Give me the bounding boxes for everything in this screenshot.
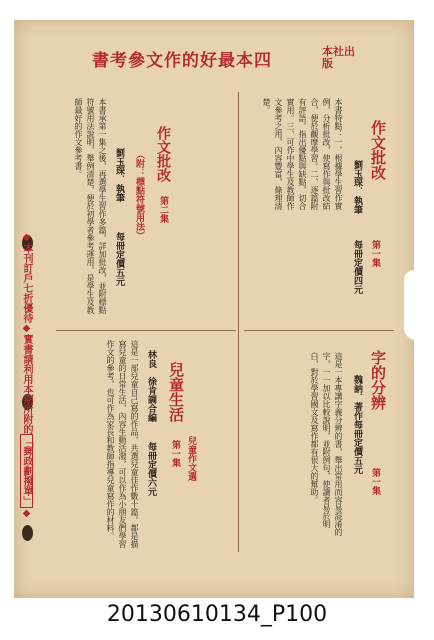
- book-author: 林良 徐肯調合編: [146, 350, 156, 422]
- promo-text: ◆本刊訂戶七折優待◆實書請利用本期所附的: [21, 232, 32, 434]
- book-author: 魏訥．著作: [352, 375, 362, 420]
- book-author: 劉玉琛．執筆: [114, 148, 124, 202]
- book-title: 作文批改: [155, 126, 171, 182]
- book-series: 第二集: [158, 196, 168, 223]
- book-description-cont: [180, 96, 232, 316]
- book-description: 這是一本專講字義分辨的書，舉出常用而容易混淆的字，一一加以比較說明，並附例句，使讀者易於明白，對於學習國文及寫作都有很大的幫助。: [310, 352, 343, 536]
- row-divider: [244, 330, 394, 331]
- book-series: 第一集: [170, 440, 180, 467]
- book-description: 本書特點：一、根據學生習作實例，分析批改，使寫作與批改結合，便於觀摩學習。二、逐篇附有評語，指出優點與缺點，切合實用。三、可作中學生及教師作文參考之用，內容豐富，條理清楚。: [262, 98, 343, 210]
- book-price: 每冊定價五元: [114, 232, 124, 286]
- publisher-label: 本社出版: [322, 45, 355, 70]
- promo-highlight: 「郵政劃撥單」: [21, 436, 32, 506]
- book-title: 兒童生活: [167, 362, 185, 422]
- book-series: 第一集: [370, 240, 380, 267]
- book-series: 第一集: [370, 468, 380, 495]
- book-title: 字的分辨: [369, 350, 387, 410]
- book-subtitle: （附：標點符號用法）: [134, 150, 144, 240]
- book-price: 每冊定價四元: [352, 240, 362, 294]
- book-subtitle: 兒童作文選: [186, 436, 196, 481]
- book-price: 每冊定價六元: [146, 442, 156, 496]
- subscriber-promo: [20, 232, 32, 552]
- book-title: 作文批改: [369, 120, 387, 180]
- book-description: 這是一部兒童自己寫的作品，共選兒童佳作數十篇，都是描寫兒童的日常生活，內容生動活潑，可以作為小朋友們學習作文的參考，也可作為家長和教師指導兒童寫作的材料。: [106, 340, 139, 548]
- column-divider: [238, 92, 239, 552]
- page-heading: 書考參文作的好最本四: [92, 51, 272, 71]
- row-divider: [56, 330, 236, 331]
- book-author: 劉玉琛．執筆: [352, 160, 362, 214]
- image-caption: 20130610134_P100: [106, 602, 328, 627]
- torn-edge: [404, 270, 414, 340]
- book-price: 每冊定價五元: [352, 420, 362, 474]
- promo-end: ◆: [21, 508, 32, 519]
- book-description: 本書承第一集之後，再選學生習作多篇，詳加批改，並附標點符號用法說明，舉例清楚，便於初學者參考運用，是學生及教師最好的作文參考書。: [74, 98, 107, 314]
